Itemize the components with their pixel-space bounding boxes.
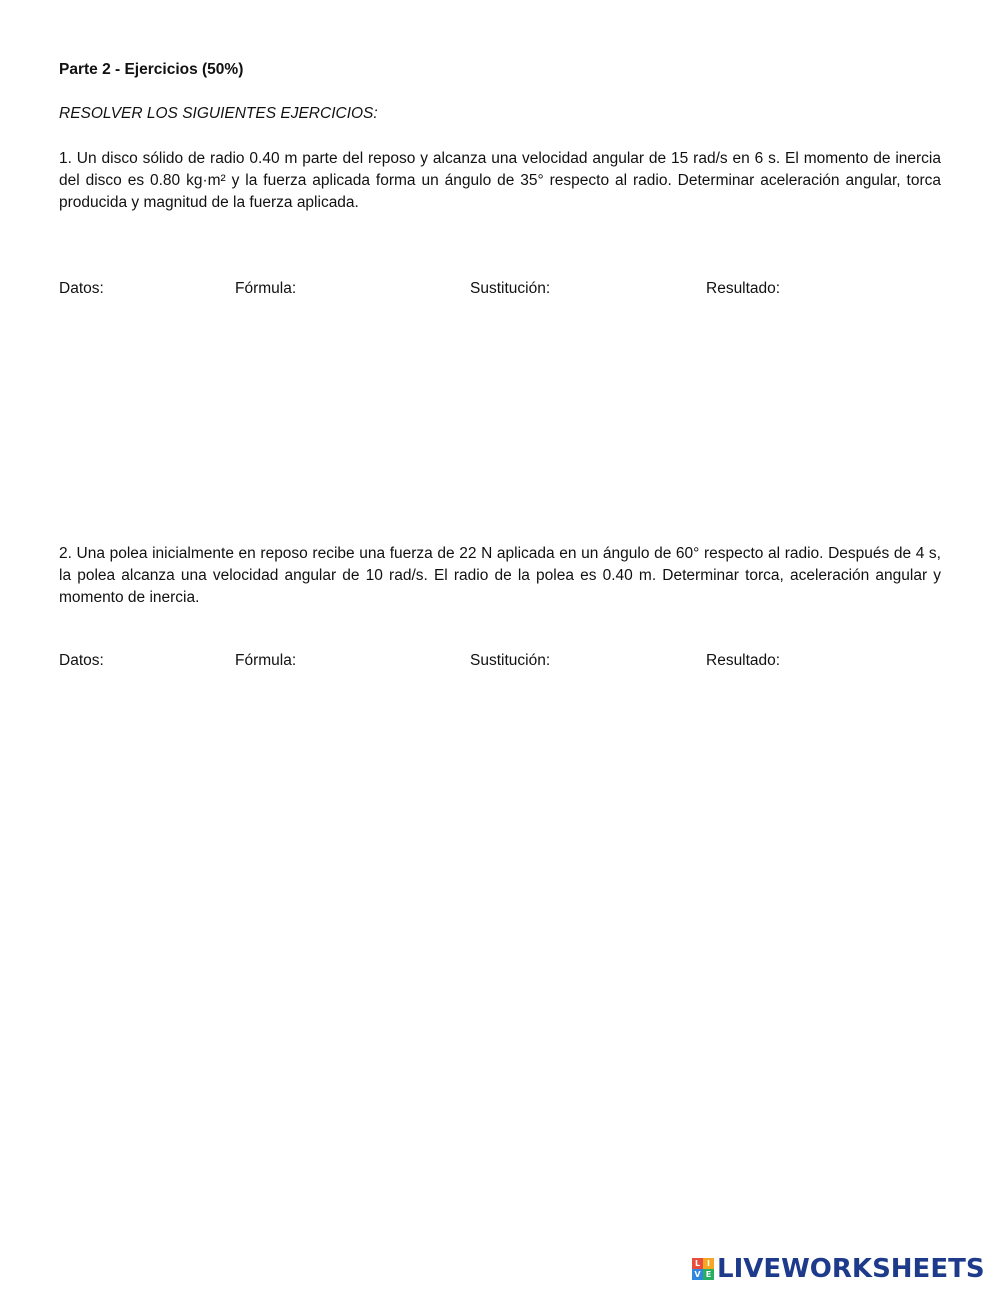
exercise-2-answer-labels — [0, 652, 1000, 674]
logo-mark-letter: E — [703, 1269, 714, 1280]
logo-mark-letter: L — [692, 1258, 703, 1269]
logo-mark-letter: V — [692, 1269, 703, 1280]
label-resultado: Resultado: — [706, 652, 781, 669]
exercise-2-text: 2. Una polea inicialmente en reposo recibe una fuerza de 22 N aplicada en un ángulo de 60° respecto al radio. Después de 4 s, la polea alcanza una velocidad angular de 10 rad/s. El radio de la polea es 0.40 m. Determinar torca, aceleración angular y momento de inercia. — [59, 545, 941, 606]
liveworksheets-logo — [692, 1254, 985, 1284]
label-datos: Datos: — [59, 280, 104, 297]
section-title: Parte 2 - Ejercicios (50%) — [59, 61, 244, 78]
label-sustitucion: Sustitución: — [470, 652, 551, 669]
label-sustitucion: Sustitución: — [470, 280, 551, 297]
exercise-1-text: 1. Un disco sólido de radio 0.40 m parte del reposo y alcanza una velocidad angular de 15 rad/s en 6 s. El momento de inercia del disco es 0.80 kg·m² y la fuerza aplicada forma un ángulo de 35° respecto al radio. Determinar aceleración angular, torca producida y magnitud de la fuerza aplicada. — [59, 150, 941, 211]
section-instruction: RESOLVER LOS SIGUIENTES EJERCICIOS: — [59, 105, 378, 122]
label-formula: Fórmula: — [235, 652, 297, 669]
label-formula: Fórmula: — [235, 280, 297, 297]
logo-wordmark: LIVEWORKSHEETS — [717, 1254, 985, 1284]
liveworksheets-logo-icon — [692, 1258, 714, 1280]
label-resultado: Resultado: — [706, 280, 781, 297]
exercise-1-answer-labels — [0, 280, 1000, 302]
label-datos: Datos: — [59, 652, 104, 669]
logo-mark-letter: I — [703, 1258, 714, 1269]
